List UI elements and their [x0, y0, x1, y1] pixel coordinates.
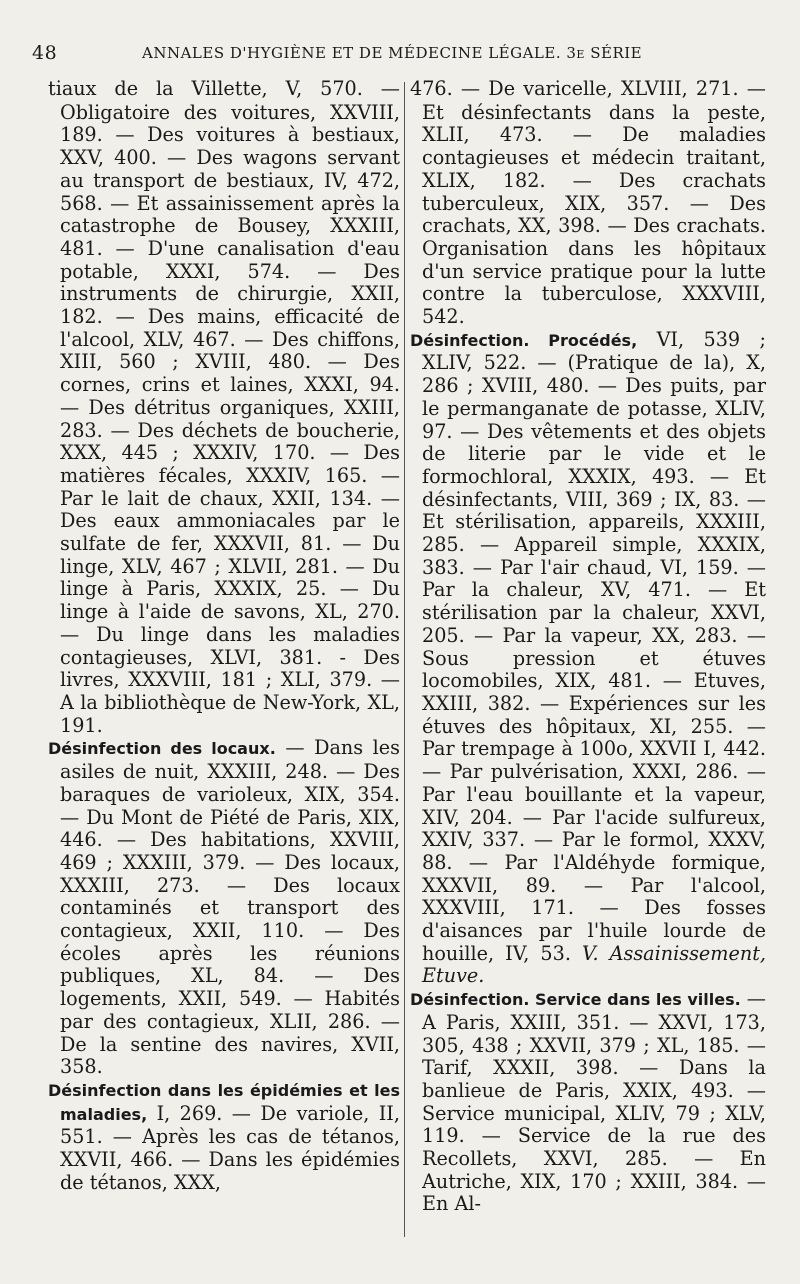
entry-heading: Désinfection. Service dans les villes.	[410, 990, 741, 1010]
right-column	[410, 78, 766, 1216]
running-title: ANNALES D'HYGIÈNE ET DE MÉDECINE LÉGALE. 3e SÉRIE	[142, 44, 643, 62]
index-entry: Désinfection. Procédés, VI, 539 ; XLIV, 522. — (Pratique de la), X, 286 ; XVIII, 480. — Des puits, par le permanganate de potasse, XLIV, 97. — Des vêtements et des objets de literie par le vide et le formochloral, XXXIX, 493. — Et désinfectants, VIII, 369 ; IX, 83. — Et stérilisation, appareils, XXXIII, 285. — Appareil simple, XXXIX, 383. — Par l'air chaud, VI, 159. — Par la chaleur, XV, 471. — Et stérilisation par la chaleur, XXVI, 205. — Par la vapeur, XX, 283. — Sous pression et étuves locomobiles, XIX, 481. — Etuves, XXIII, 382. — Expériences sur les étuves des hôpitaux, XI, 255. — Par trempage à 100o, XXVII I, 442. — Par pulvérisation, XXXI, 286. — Par l'eau bouillante et la vapeur, XIV, 204. — Par l'acide sulfureux, XXIV, 337. — Par le formol, XXXV, 88. — Par l'Aldéhyde formique, XXXVII, 89. — Par l'alcool, XXXVIII, 171. — Des fosses d'aisances par l'huile lourde de houille, IV, 53. V. Assainissement, Etuve.	[410, 327, 767, 988]
index-entry: Désinfection. Service dans les villes. — A Paris, XXIII, 351. — XXVI, 173, 305, 438 ; XXVII, 379 ; XL, 185. — Tarif, XXXII, 398. — Dans la banlieue de Paris, XXIX, 493. — Service municipal, XLIV, 79 ; XLV, 119. — Service de la rue des Recollets, XXVI, 285. — En Autriche, XIX, 170 ; XXIII, 384. — En Al-	[410, 987, 766, 1216]
column-divider	[404, 82, 405, 1237]
page-header	[32, 42, 762, 72]
index-entry: Désinfection dans les épidémies et les maladies, I, 269. — De variole, II, 551. — Après les cas de tétanos, XXVII, 466. — Dans les épidémies de tétanos, XXX,	[48, 1080, 400, 1194]
index-entry: 476. — De varicelle, XLVIII, 271. — Et désinfectants dans la peste, XLII, 473. — De maladies contagieuses et médecin traitant, XLIX, 182. — Des crachats tuberculeux, XIX, 357. — Des crachats, XX, 398. — Des crachats. Organisation dans les hôpitaux d'un service pratique pour la lutte contre la tuberculose, XXXVIII, 542.	[410, 77, 766, 329]
page-number: 48	[32, 42, 58, 64]
entry-heading: Désinfection dans les épidémies et les maladies,	[48, 1080, 400, 1124]
entry-heading: Désinfection des locaux.	[48, 739, 276, 759]
index-entry: tiaux de la Villette, V, 570. — Obligatoire des voitures, XXVIII, 189. — Des voitures à bestiaux, XXV, 400. — Des wagons servant au transport de bestiaux, IV, 472, 568. — Et assainissement après la catastrophe de Bousey, XXXIII, 481. — D'une canalisation d'eau potable, XXXI, 574. — Des instruments de chirurgie, XXII, 182. — Des mains, efficacité de l'alcool, XLV, 467. — Des chiffons, XIII, 560 ; XVIII, 480. — Des cornes, crins et laines, XXXI, 94. — Des détritus organiques, XXIII, 283. — Des déchets de boucherie, XXX, 445 ; XXXIV, 170. — Des matières fécales, XXXIV, 165. — Par le lait de chaux, XXII, 134. — Des eaux ammoniacales par le sulfate de fer, XXXVII, 81. — Du linge, XLV, 467 ; XLVII, 281. — Du linge à Paris, XXXIX, 25. — Du linge à l'aide de savons, XL, 270. — Du linge dans les maladies contagieuses, XLVI, 381. - Des livres, XXXVIII, 181 ; XLI, 379. — A la bibliothèque de New-York, XL, 191.	[48, 77, 400, 737]
entry-heading: Désinfection. Procédés,	[410, 330, 638, 350]
cross-reference: V. Assainissement, Etuve.	[422, 941, 766, 988]
left-column	[48, 78, 400, 1194]
index-entry: Désinfection des locaux. — Dans les asiles de nuit, XXXIII, 248. — Des baraques de varioleux, XIX, 354. — Du Mont de Piété de Paris, XIX, 446. — Des habitations, XXVIII, 469 ; XXXIII, 379. — Des locaux, XXXIII, 273. — Des locaux contaminés et transport des contagieux, XXII, 110. — Des écoles après les réunions publiques, XL, 84. — Des logements, XXII, 549. — Habités par des contagieux, XLII, 286. — De la sentine des navires, XVII, 358.	[48, 736, 401, 1079]
